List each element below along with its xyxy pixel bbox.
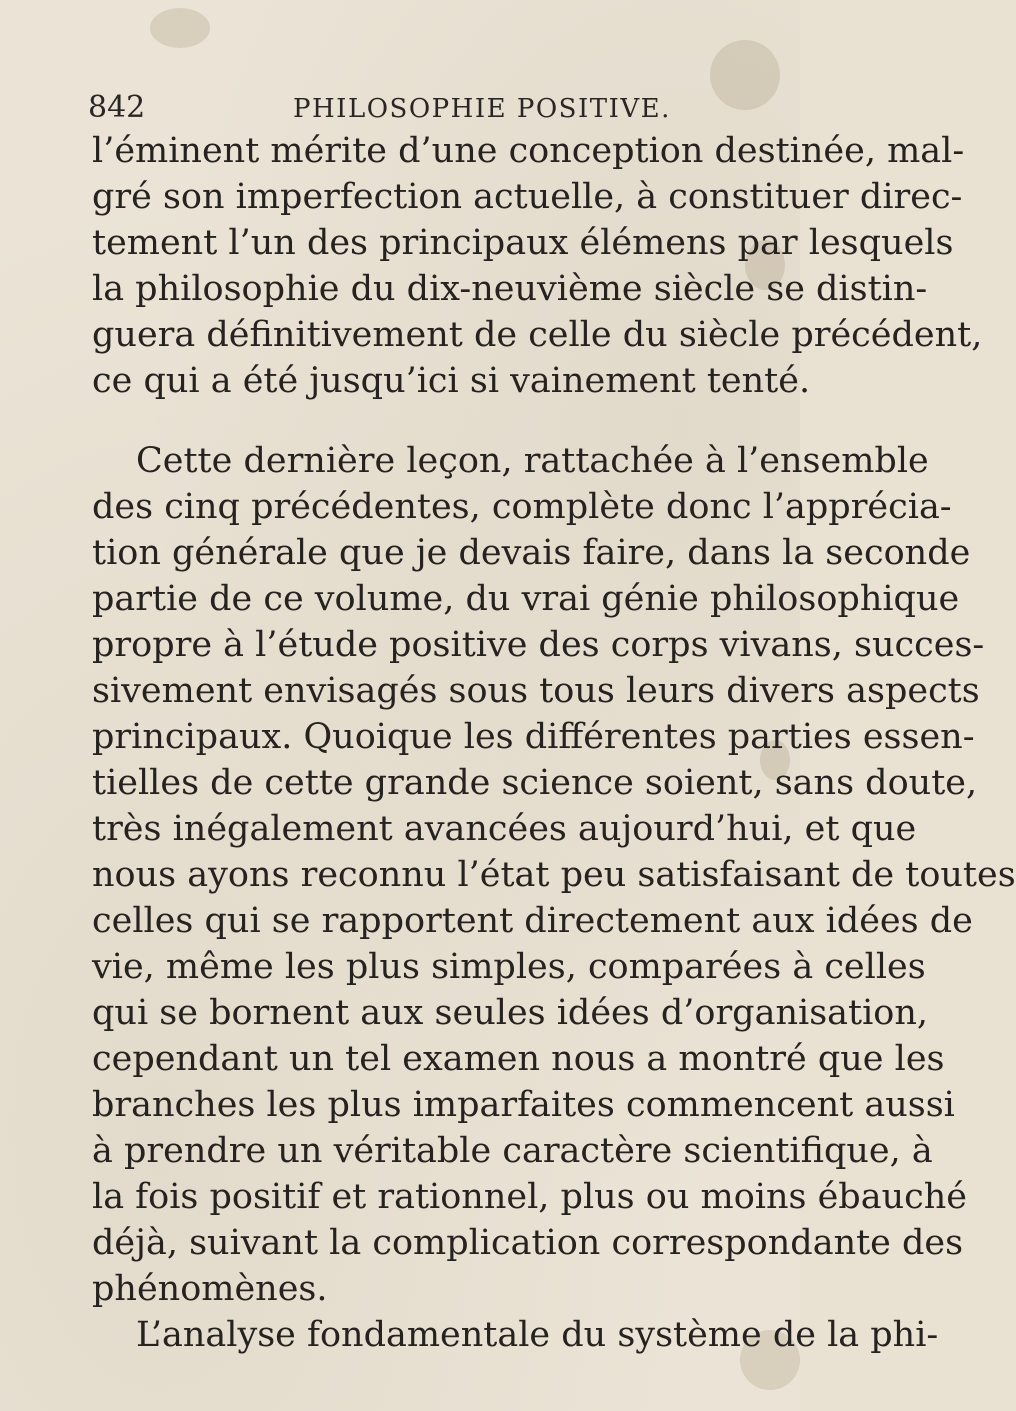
text-line: vie, même les plus simples, comparées à celles [92, 947, 926, 987]
text-line: qui se bornent aux seules idées d’organisation, [92, 993, 929, 1033]
text-line: tielles de cette grande science soient, sans doute, [92, 763, 978, 803]
text-line: ce qui a été jusqu’ici si vainement tenté. [92, 361, 811, 401]
text-line: très inégalement avancées aujourd’hui, et que [92, 809, 917, 849]
text-line: Cette dernière leçon, rattachée à l’ensemble [136, 441, 929, 481]
text-line: tion générale que je devais faire, dans la seconde [92, 533, 971, 573]
text-line: la fois positif et rationnel, plus ou moins ébauché [92, 1177, 967, 1217]
text-line: partie de ce volume, du vrai génie philosophique [92, 579, 960, 619]
text-line: propre à l’étude positive des corps vivans, succes- [92, 625, 985, 665]
running-head: PHILOSOPHIE POSITIVE. [293, 94, 671, 124]
paragraph-gap [92, 404, 742, 438]
paragraph-2 [92, 438, 1016, 1312]
text-line: tement l’un des principaux élémens par lesquels [92, 223, 954, 263]
text-line: celles qui se rapportent directement aux idées de [92, 901, 973, 941]
page-header [88, 90, 728, 126]
text-line: L’analyse fondamentale du système de la phi- [136, 1315, 939, 1355]
text-line: sivement envisagés sous tous leurs divers aspects [92, 671, 980, 711]
text-line: phénomènes. [92, 1269, 328, 1309]
text-line: cependant un tel examen nous a montré que les [92, 1039, 945, 1079]
text-line: la philosophie du dix-neuvième siècle se distin- [92, 269, 928, 309]
text-line: guera définitivement de celle du siècle précédent, [92, 315, 983, 355]
page-number: 842 [88, 90, 146, 125]
paper-stain [150, 8, 210, 48]
paragraph-3 [92, 1312, 939, 1358]
text-line: déjà, suivant la complication correspondante des [92, 1223, 964, 1263]
body-text [92, 128, 1016, 1358]
text-line: branches les plus imparfaites commencent aussi [92, 1085, 955, 1125]
text-line: principaux. Quoique les différentes parties essen- [92, 717, 975, 757]
text-line: à prendre un véritable caractère scientifique, à [92, 1131, 933, 1171]
text-line: gré son imperfection actuelle, à constituer direc- [92, 177, 963, 217]
paragraph-1 [92, 128, 983, 404]
text-line: nous ayons reconnu l’état peu satisfaisant de toutes [92, 855, 1016, 895]
text-line: des cinq précédentes, complète donc l’apprécia- [92, 487, 952, 527]
text-line: l’éminent mérite d’une conception destinée, mal- [92, 131, 965, 171]
